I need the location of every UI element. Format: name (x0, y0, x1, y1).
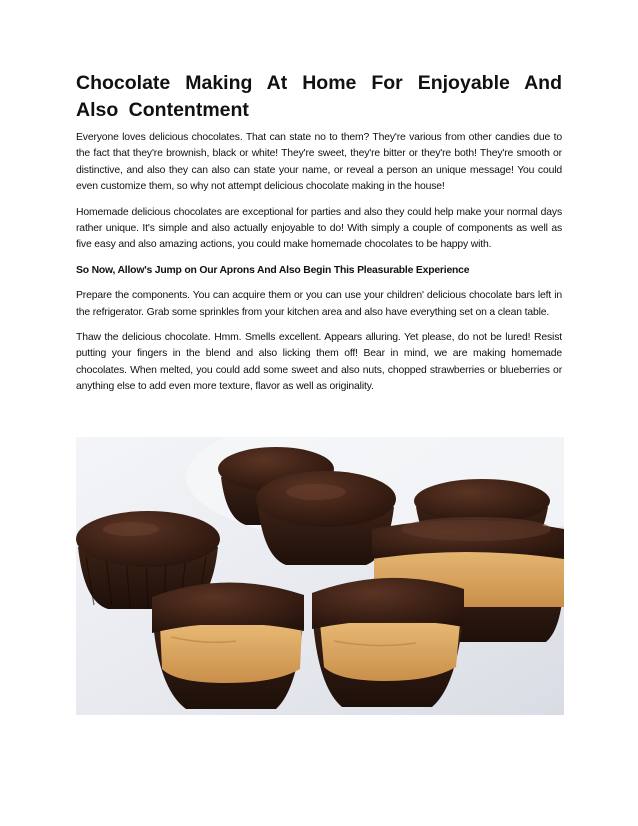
step-thaw-paragraph: Thaw the delicious chocolate. Hmm. Smells excellent. Appears alluring. Yet please, do not be lured! Resist putting your fingers in the blend and also licking them off! Bear in mind, we are making homemade chocolates. When melted, you could add some sweet and also nuts, chopped strawberries or blueberries or anything else to add even more texture, flavor as well as originality. (76, 332, 562, 393)
step-prepare-paragraph: Prepare the components. You can acquire them or you can use your children' delicious chocolate bars left in the refrigerator. Grab some sprinkles from your kitchen area and also have everything set on a clean table. (76, 290, 562, 318)
chocolate-cups-photo (76, 437, 564, 715)
document-title: Chocolate Making At Home For Enjoyable And Also Contentment (76, 72, 562, 121)
document-body (76, 70, 562, 405)
front-right-half-cup (312, 578, 464, 707)
intro-paragraph: Everyone loves delicious chocolates. That can state no to them? They're various from other candies due to the fact that they're brownish, black or white! They're sweet, they're bitter or they're both! They're smooth or distinctive, and also they can also can state your name, or reveal a person an unique message! You could even customize them, so why not attempt delicious chocolate making in the house! (76, 132, 562, 193)
second-paragraph: Homemade delicious chocolates are exceptional for parties and also they could help make your normal days rather unique. It's simple and also actually enjoyable to do! With simply a couple of components as well as five easy and also amazing actions, you could make homemade chocolates to be happy with. (76, 206, 562, 251)
front-left-half-cup (152, 582, 304, 709)
section-subheading: So Now, Allow's Jump on Our Aprons And Also Begin This Pleasurable Experience (76, 264, 470, 276)
chocolate-cups-illustration (76, 437, 564, 715)
